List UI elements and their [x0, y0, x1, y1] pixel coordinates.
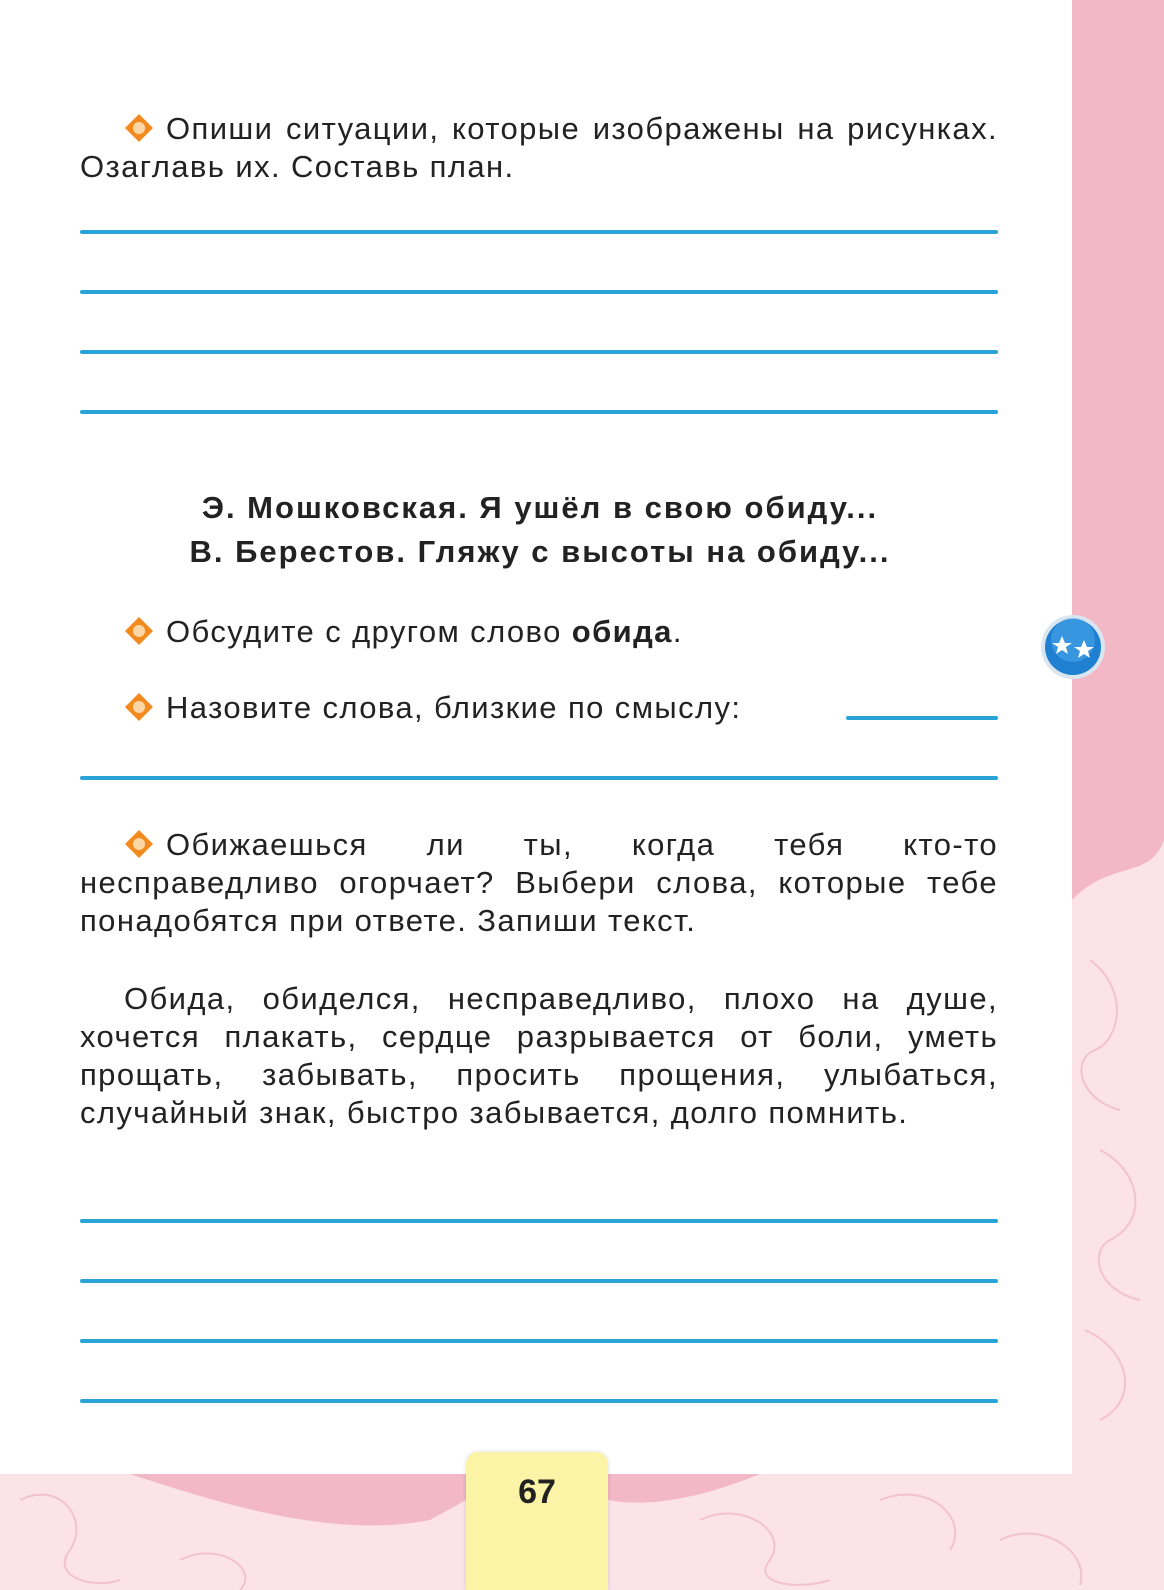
orange-diamond-icon	[124, 113, 154, 143]
poem-title-2: В. Берестов. Гляжу с высоты на обиду...	[189, 534, 891, 569]
writing-line-short[interactable]	[846, 716, 998, 720]
writing-line[interactable]	[80, 410, 998, 414]
page-number: 67	[518, 1473, 556, 1511]
writing-line[interactable]	[80, 1219, 998, 1223]
writing-line[interactable]	[80, 776, 998, 780]
writing-line[interactable]	[80, 290, 998, 294]
poem-title-1: Э. Мошковская. Я ушёл в свою обиду...	[201, 490, 879, 525]
word-bank-text: Обида, обиделся, несправедливо, плохо на душе, хочется плакать, сердце разрывается от боли, уметь прощать, забывать, просить прощения, улыбаться, случайный знак, быстро забывается, долго помнить.	[80, 981, 998, 1130]
task-3-text: Назовите слова, близкие по смыслу:	[124, 688, 741, 728]
writing-line[interactable]	[80, 1399, 998, 1403]
two-stars-badge-icon	[1040, 614, 1106, 680]
task-2-text: Обсудите с другом слово обида.	[124, 612, 683, 652]
keyword-obida: обида	[571, 614, 673, 649]
orange-diamond-icon	[124, 829, 154, 859]
task-4-text: Обижаешься ли ты, когда тебя кто-то несправедливо огорчает? Выбери слова, которые тебе понадобятся при ответе. Запиши текст.	[80, 827, 998, 938]
writing-line[interactable]	[80, 350, 998, 354]
orange-diamond-icon	[124, 616, 154, 646]
writing-line[interactable]	[80, 1339, 998, 1343]
writing-line[interactable]	[80, 230, 998, 234]
orange-diamond-icon	[124, 692, 154, 722]
task-1-text: Опиши ситуации, которые изображены на рисунках. Озаглавь их. Составь план.	[80, 111, 998, 184]
writing-line[interactable]	[80, 1279, 998, 1283]
